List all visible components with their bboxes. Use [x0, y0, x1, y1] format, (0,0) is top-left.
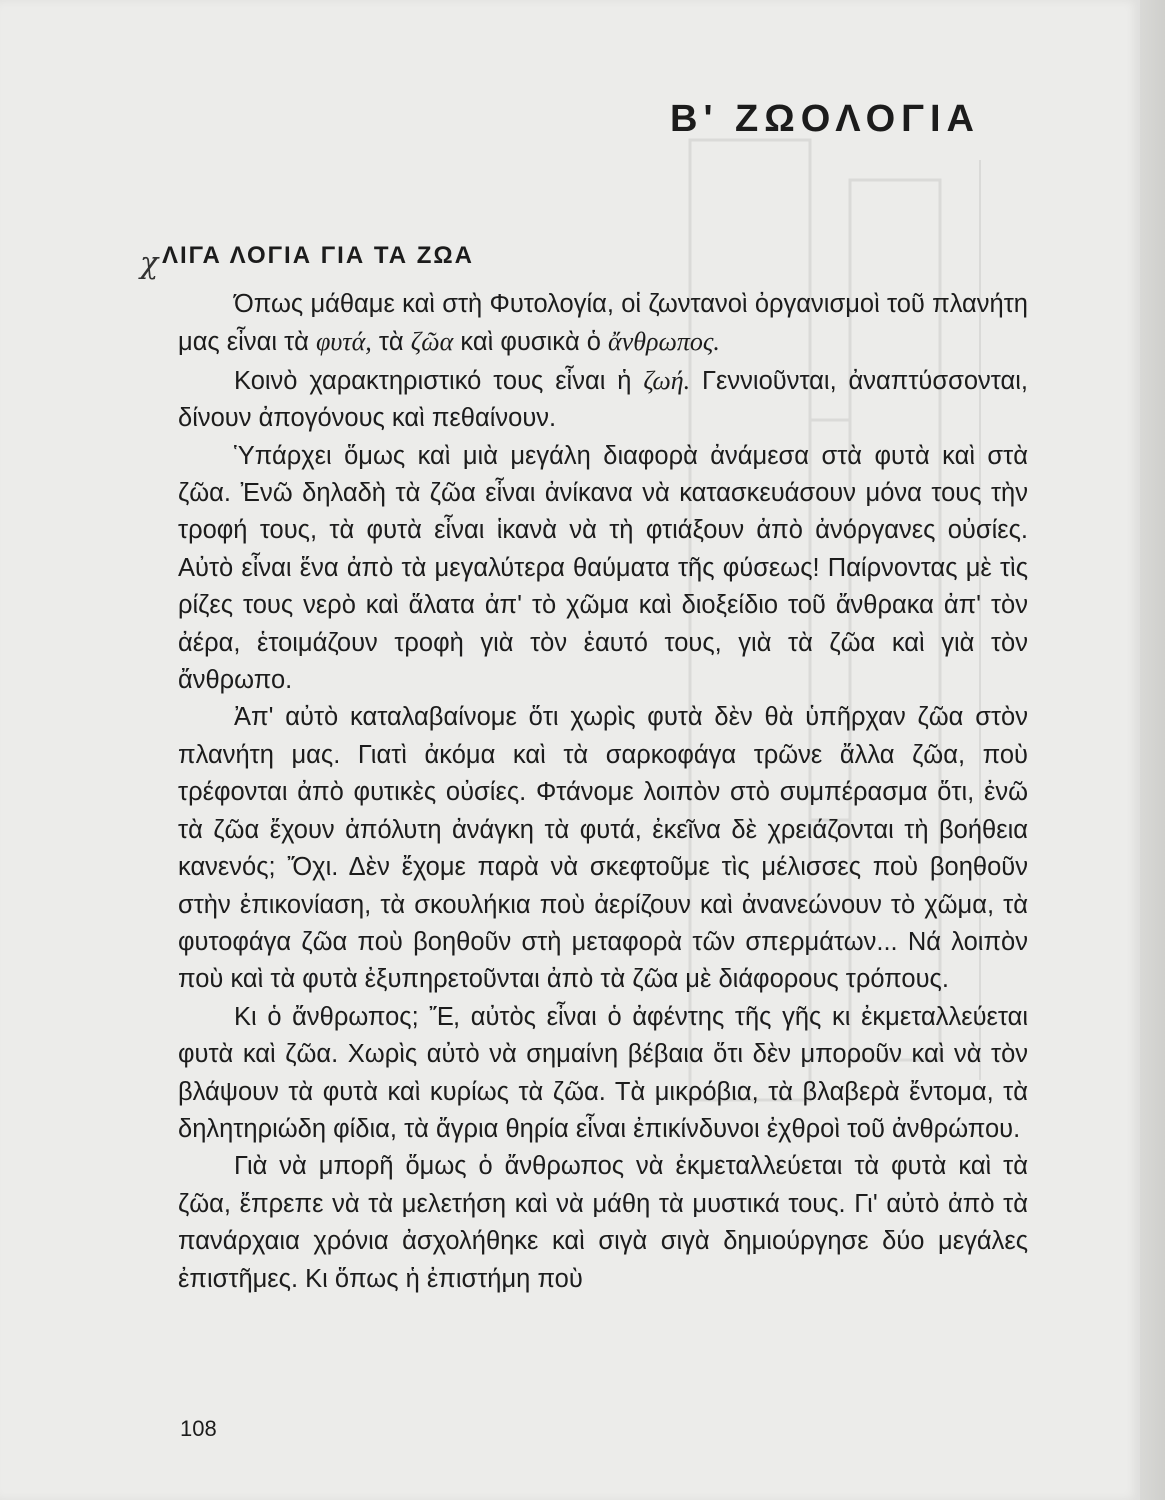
term-animals: ζῶα [410, 327, 454, 357]
page-number: 108 [180, 1416, 217, 1441]
term-plants: φυτά, [315, 327, 372, 357]
paragraph-2: Κοινὸ χαρακτηριστικό τους εἶναι ἡ ζωή. Γεννιοῦνται, ἀναπτύσσονται, δίνουν ἀπογόνους καὶ πεθαίνουν. [178, 365, 1028, 433]
paragraph-5: Κι ὁ ἄνθρωπος; Ἔ, αὐτὸς εἶναι ὁ ἀφέντης τῆς γῆς κι ἐκμεταλλεύεται φυτὰ καὶ ζῶα. Χωρὶς αὐτὸ νὰ σημαίνη βέβαια ὅτι δὲν μποροῦν καὶ νὰ τὸν βλάψουν τὰ φυτὰ καὶ κυρίως τὰ ζῶα. Τὰ μικρόβια, τὰ βλαβερὰ ἔντομα, τὰ δηλητηριώδη φίδια, τὰ ἄγρια θηρία εἶναι ἐπικίνδυνοι ἐχθροὶ τοῦ ἀνθρώπου. [178, 1002, 1028, 1143]
section-heading: Β' ΖΩΟΛΟΓΙΑ [670, 98, 980, 140]
page-edge [1140, 0, 1165, 1500]
paragraph-3: Ὑπάρχει ὅμως καὶ μιὰ μεγάλη διαφορὰ ἀνάμεσα στὰ φυτὰ καὶ στὰ ζῶα. Ἐνῶ δηλαδὴ τὰ ζῶα εἶναι ἀνίκανα νὰ κατασκευάσουν μόνα τους τὴν τροφή τους, τὰ φυτὰ εἶναι ἱκανὰ νὰ τὴ φτιάξουν ἀπὸ ἀνόργανες οὐσίες. Αὐτὸ εἶναι ἕνα ἀπὸ τὰ μεγαλύτερα θαύματα τῆς φύσεως! Παίρνοντας μὲ τὶς ρίζες τους νερὸ καὶ ἅλατα ἀπ' τὸ χῶμα καὶ διοξείδιο τοῦ ἄνθρακα ἀπ' τὸν ἀέρα, ἑτοιμάζουν τροφὴ γιὰ τὸν ἑαυτό τους, γιὰ τὰ ζῶα καὶ γιὰ τὸν ἄνθρωπο. [178, 441, 1028, 695]
paragraph-4: Ἀπ' αὐτὸ καταλαβαίνομε ὅτι χωρὶς φυτὰ δὲν θὰ ὑπῆρχαν ζῶα στὸν πλανήτη μας. Γιατὶ ἀκόμα καὶ τὰ σαρκοφάγα τρῶνε ἄλλα ζῶα, ποὺ τρέφονται ἀπὸ φυτικὲς οὐσίες. Φτάνομε λοιπὸν στὸ συμπέρασμα ὅτι, ἐνῶ τὰ ζῶα ἔχουν ἀπόλυτη ἀνάγκη τὰ φυτά, ἐκεῖνα δὲ χρειάζονται τὴ βοήθεια κανενός; Ὄχι. Δὲν ἔχομε παρὰ νὰ σκεφτοῦμε τὶς μέλισσες ποὺ βοηθοῦν στὴν ἐπικονίαση, τὰ σκουλήκια ποὺ ἀερίζουν καὶ ἀνανεώνουν τὸ χῶμα, τὰ φυτοφάγα ζῶα ποὺ βοηθοῦν στὴ μεταφορὰ τῶν σπερμάτων... Νά λοιπὸν ποὺ καὶ τὰ φυτὰ ἐξυπηρετοῦνται ἀπὸ τὰ ζῶα μὲ διάφορους τρόπους. [178, 703, 1028, 994]
body-text [178, 286, 1028, 1298]
handwritten-mark: χ [140, 246, 159, 281]
paragraph-6: Γιὰ νὰ μπορῆ ὅμως ὁ ἄνθρωπος νὰ ἐκμεταλλεύεται τὰ φυτὰ καὶ τὰ ζῶα, ἔπρεπε νὰ τὰ μελετήση καὶ νὰ μάθη τὰ μυστικά τους. Γι' αὐτὸ ἀπὸ τὰ πανάρχαια χρόνια ἀσχολήθηκε καὶ σιγὰ σιγὰ δημιούργησε δύο μεγάλες ἐπιστῆμες. Κι ὅπως ἡ ἐπιστήμη ποὺ [178, 1152, 1028, 1293]
paragraph-1: Όπως μάθαμε καὶ στὴ Φυτολογία, οἱ ζωντανοὶ ὀργανισμοὶ τοῦ πλανήτη μας εἶναι τὰ φυτά, τὰ ζῶα καὶ φυσικὰ ὁ ἄνθρωπος. [178, 290, 1028, 357]
chapter-title: ΛΙΓΑ ΛΟΓΙΑ ΓΙΑ ΤΑ ΖΩΑ [162, 242, 474, 269]
term-human: ἄνθρωπος. [608, 327, 720, 357]
term-life: ζωή. [643, 365, 691, 395]
